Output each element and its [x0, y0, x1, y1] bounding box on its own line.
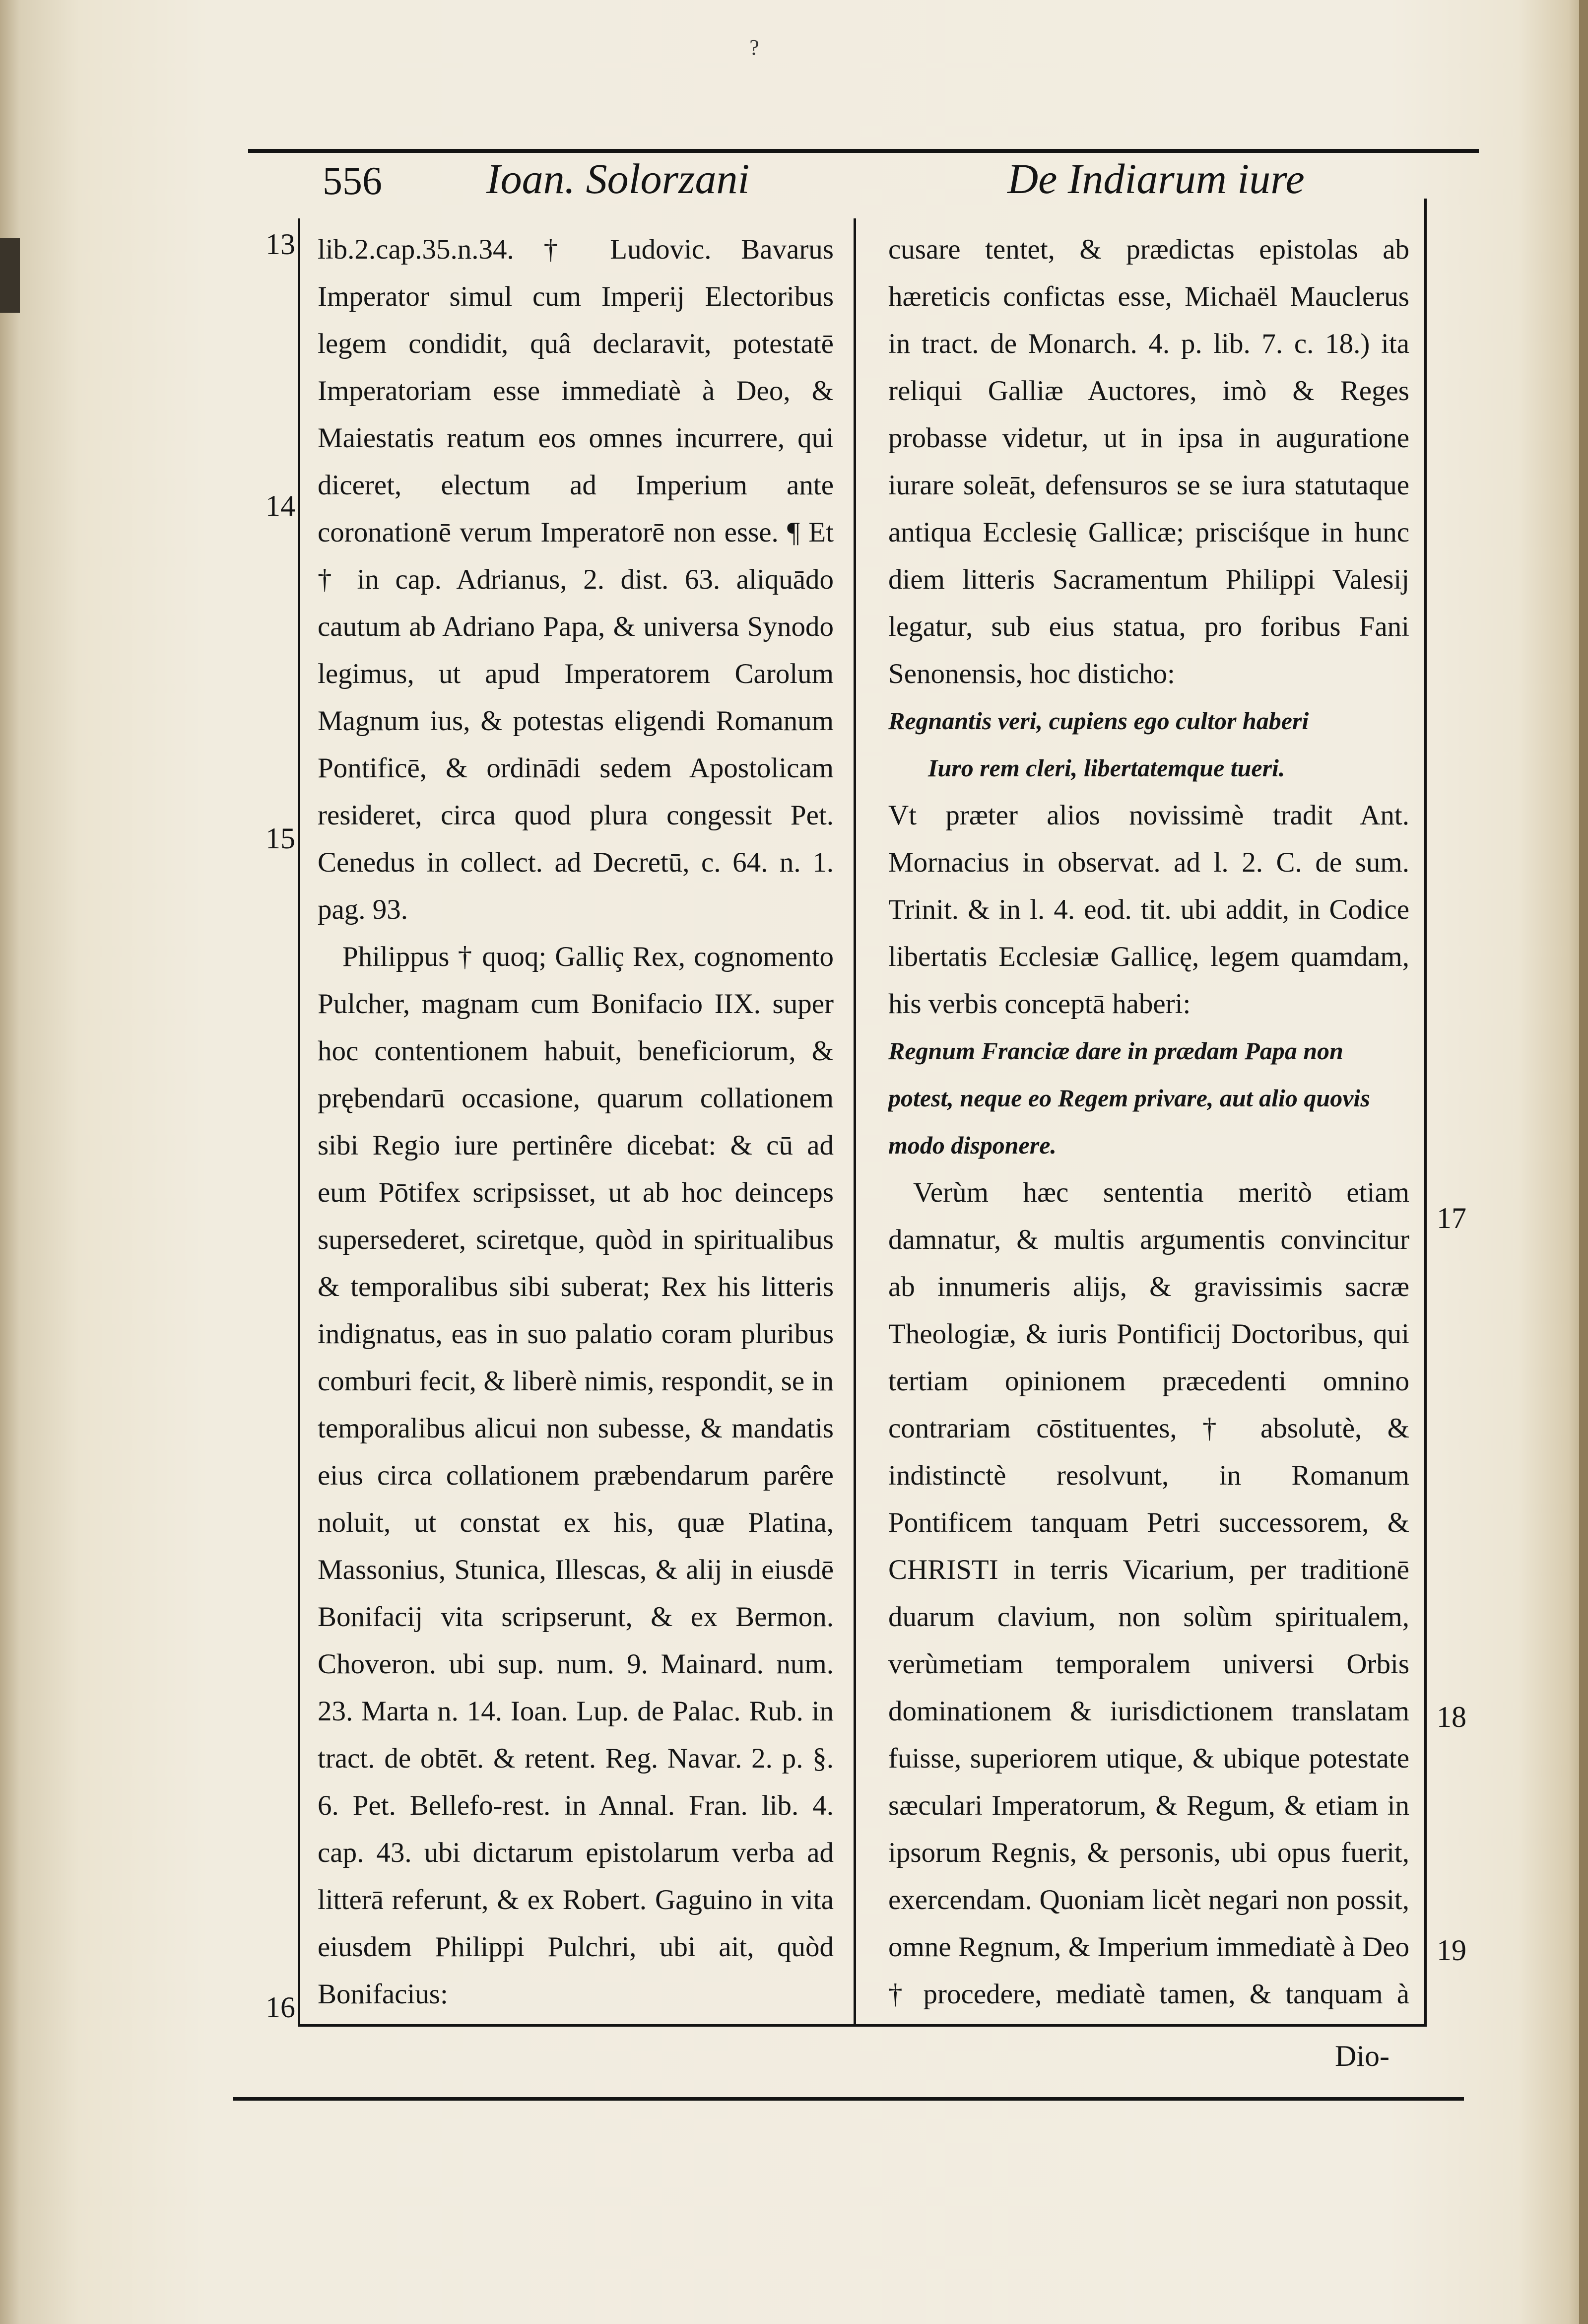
running-author: Ioan. Solorzani	[486, 155, 750, 203]
verse-line: Iuro rem cleri, libertatemque tueri.	[928, 754, 1285, 782]
ink-smudge	[0, 238, 20, 313]
quotation: Regnum Franciæ dare in prædam Papa non potest, neque eo Regem privare, aut alio quovis modo disponere.	[888, 1037, 1370, 1159]
frame-center	[854, 218, 856, 2025]
paragraph: Vt præter alios novissimè tradit Ant. Mornacius in observat. ad l. 2. C. de sum. Trinit. & in l. 4. eod. tit. ubi addit, in Codice libertatis Ecclesiæ Gallicę, legem quamdam, his verbis conceptā haberi:	[888, 800, 1409, 1020]
paragraph: Philippus † quoq; Galliç Rex, cognomento Pulcher, magnam cum Bonifacio IIX. super hoc contentionem habuit, beneficiorum, & prębendarū occasione, quarum collationem sibi Regio iure pertinêre dicebat: & cū ad eum Pōtifex scripsisset, ut ab hoc deinceps supersederet, sciretque, quòd in spiritualibus & temporalibus sibi suberat; Rex his litteris indignatus, eas in suo palatio coram pluribus comburi fecit, & liberè nimis, respondit, se in temporalibus alicui non subesse, & mandatis eius circa collationem præbendarum parêre noluit, ut constat ex his, quæ Platina, Massonius, Stunica, Illescas, & alij in eiusdē Bonifacij vita scripserunt, & ex Bermon. Choveron. ubi sup. num. 9. Mainard. num. 23. Marta n. 14. Ioan. Lup. de Palac. Rub. in tract. de obtēt. & retent. Reg. Navar. 2. p. §. 6. Pet. Bellefo-rest. in Annal. Fran. lib. 4. cap. 43. ubi dictarum epistolarum verba ad litterā referunt, & ex Robert. Gaguino in vita eiusdem Philippi Pulchri, ubi ait, quòd Bonifacius:	[318, 941, 834, 2010]
frame-bottom-rule	[298, 2024, 1427, 2027]
margin-number-18: 18	[1437, 1701, 1466, 1733]
paragraph: cusare tentet, & prædictas epistolas ab hæreticis confictas esse, Michaël Mauclerus in tract. de Monarch. 4. p. lib. 7. c. 18.) ita reliqui Galliæ Auctores, imò & Reges probasse videtur, ut in ipsa in auguratione iurare soleāt, defensuros se se iura statutaque antiqua Ecclesię Gallicæ; prisciśque in hunc diem litteris Sacramentum Philippi Valesij legatur, sub eius statua, pro foribus Fani Senonensis, hoc disticho:	[888, 234, 1409, 689]
paragraph: lib.2.cap.35.n.34. † Ludovic. Bavarus Imperator simul cum Imperij Electoribus legem condidit, quâ declaravit, potestatē Imperatoriam esse immediatè à Deo, & Maiestatis reatum eos omnes incurrere, qui diceret, electum ad Imperium ante coronationē verum Imperatorē non esse. ¶ Et † in cap. Adrianus, 2. dist. 63. aliquādo cautum ab Adriano Papa, & universa Synodo legimus, ut apud Imperatorem Carolum Magnum ius, & potestas eligendi Romanum Pontificē, & ordinādi sedem Apostolicam resideret, circa quod plura congessit Pet. Cenedus in collect. ad Decretū, c. 64. n. 1. pag. 93.	[318, 234, 834, 925]
catchword: Dio-	[1335, 2040, 1390, 2072]
margin-number-17: 17	[1437, 1202, 1466, 1234]
frame-right	[1424, 199, 1427, 2025]
margin-number-16: 16	[265, 1991, 295, 2024]
quotation	[318, 2018, 834, 2023]
page-edge	[1579, 0, 1588, 2324]
running-header	[278, 149, 1340, 204]
margin-number-15: 15	[265, 822, 295, 855]
top-mark: ?	[749, 35, 759, 60]
right-column	[888, 226, 1409, 2023]
paragraph: Verùm hæc sententia meritò etiam damnatur, & multis argumentis convincitur ab innumeris alijs, & gravissimis sacræ Theologiæ, & iuris Pontificij Doctoribus, qui tertiam opinionem præcedenti omnino contrariam cōstituentes, † absolutè, & indistinctè resolvunt, in Romanum Pontificem tanquam Petri successorem, & CHRISTI in terris Vicarium, per traditionē duarum clavium, non solùm spiritualem, verùmetiam temporalem universi Orbis dominationem & iurisdictionem translatam fuisse, superiorem utique, & ubique potestate sæculari Imperatorum, & Regum, & etiam in ipsorum Regnis, & personis, ubi opus fuerit, exercendam. Quoniam licèt negari non possit, omne Regnum, & Imperium immediatè à Deo † procedere, mediatè tamen, & tanquam à	[888, 1177, 1409, 2010]
page-number: 556	[323, 159, 382, 203]
left-column	[318, 226, 834, 2023]
frame-left	[298, 218, 300, 2025]
margin-number-19: 19	[1437, 1934, 1466, 1967]
page-bottom-rule	[233, 2097, 1464, 2101]
running-title: De Indiarum iure	[1007, 155, 1305, 203]
margin-number-13: 13	[265, 228, 295, 261]
verse-line: Regnantis veri, cupiens ego cultor haberi	[888, 707, 1309, 735]
margin-number-14: 14	[265, 489, 295, 522]
